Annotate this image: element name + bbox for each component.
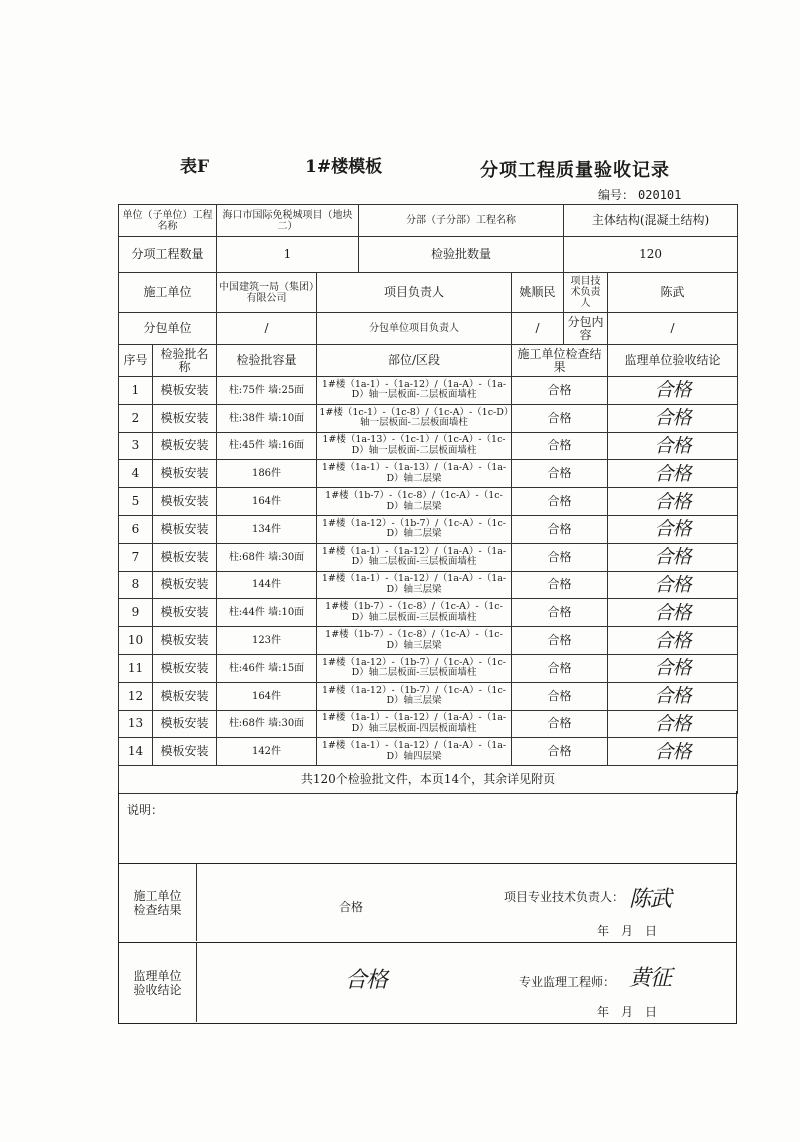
batch-part: 1#楼（1a-1）-（1a-12）/（1a-A）-（1a-D）轴二层板面-三层板面墙柱 xyxy=(317,543,512,571)
row-number: 1 xyxy=(119,377,153,405)
supervisor-verdict: 合格 xyxy=(608,599,738,627)
table-number: 表F xyxy=(180,157,210,177)
batch-part: 1#楼（1a-12）-（1b-7）/（1c-A）-（1c-D）轴三层梁 xyxy=(317,682,512,710)
col-header-verdict: 监理单位验收结论 xyxy=(608,345,738,377)
batch-name: 模板安装 xyxy=(153,571,217,599)
supervisor-verdict: 合格 xyxy=(608,460,738,488)
batch-name: 模板安装 xyxy=(153,710,217,738)
row-number: 4 xyxy=(119,460,153,488)
batch-capacity: 柱:44件 墙:10面 xyxy=(217,599,317,627)
batch-name: 模板安装 xyxy=(153,627,217,655)
row-number: 2 xyxy=(119,404,153,432)
column-header-row xyxy=(119,345,738,377)
batch-capacity: 186件 xyxy=(217,460,317,488)
contractor-result: 合格 xyxy=(512,682,608,710)
contractor-result: 合格 xyxy=(512,654,608,682)
table-row xyxy=(119,682,738,710)
row-number: 14 xyxy=(119,738,153,766)
supervisor-verdict: 合格 xyxy=(608,627,738,655)
division-value: 主体结构(混凝土结构) xyxy=(564,205,738,237)
division-label: 分部（子分部）工程名称 xyxy=(359,205,564,237)
col-header-capacity: 检验批容量 xyxy=(217,345,317,377)
contractor-result: 合格 xyxy=(512,377,608,405)
col-header-no: 序号 xyxy=(119,345,153,377)
batch-count-value: 120 xyxy=(564,237,738,273)
batch-part: 1#楼（1b-7）-（1c-8）/（1c-A）-（1c-D）轴三层梁 xyxy=(317,627,512,655)
page-title: 分项工程质量验收记录 xyxy=(480,160,670,181)
table-row xyxy=(119,738,738,766)
unit-value: 海口市国际免税城项目（地块二） xyxy=(217,205,359,237)
batch-name: 模板安装 xyxy=(153,738,217,766)
row-number: 12 xyxy=(119,682,153,710)
contractor-date: 年 月 日 xyxy=(597,924,658,938)
note-section xyxy=(118,791,737,863)
supervisor-check-section xyxy=(118,942,737,1024)
batch-capacity: 柱:68件 墙:30面 xyxy=(217,543,317,571)
note-label: 说明： xyxy=(127,803,164,817)
row-number: 11 xyxy=(119,654,153,682)
contractor-label: 施工单位 xyxy=(119,273,217,313)
batch-name: 模板安装 xyxy=(153,543,217,571)
batch-name: 模板安装 xyxy=(153,515,217,543)
contractor-signer-label: 项目专业技术负责人： xyxy=(504,890,625,904)
contractor-result: 合格 xyxy=(512,627,608,655)
supervisor-verdict: 合格 xyxy=(608,571,738,599)
tech-label: 项目技术负责人 xyxy=(564,273,608,313)
sub-pm-label: 分包单位项目负责人 xyxy=(317,313,512,345)
unit-label: 单位（子单位）工程名称 xyxy=(119,205,217,237)
batch-capacity: 134件 xyxy=(217,515,317,543)
col-header-name: 检验批名称 xyxy=(153,345,217,377)
batch-capacity: 142件 xyxy=(217,738,317,766)
batch-count-label: 检验批数量 xyxy=(359,237,564,273)
batch-capacity: 123件 xyxy=(217,627,317,655)
batch-part: 1#楼（1b-7）-（1c-8）/（1c-A）-（1c-D）轴二层板面-三层板面墙柱 xyxy=(317,599,512,627)
contractor-result: 合格 xyxy=(512,404,608,432)
batch-name: 模板安装 xyxy=(153,377,217,405)
batch-name: 模板安装 xyxy=(153,404,217,432)
inspection-rows xyxy=(119,377,738,766)
contractor-result: 合格 xyxy=(512,599,608,627)
row-number: 8 xyxy=(119,571,153,599)
inspection-table xyxy=(118,204,738,794)
contractor-value: 中国建筑一局（集团）有限公司 xyxy=(217,273,317,313)
batch-part: 1#楼（1a-1）-（1a-12）/（1a-A）-（1a-D）轴三层板面-四层板面墙柱 xyxy=(317,710,512,738)
batch-name: 模板安装 xyxy=(153,599,217,627)
contractor-result: 合格 xyxy=(512,515,608,543)
table-row xyxy=(119,627,738,655)
supervisor-verdict: 合格 xyxy=(608,543,738,571)
batch-capacity: 164件 xyxy=(217,682,317,710)
contractor-result: 合格 xyxy=(512,710,608,738)
sub-content-value: / xyxy=(608,313,738,345)
sub-label: 分包单位 xyxy=(119,313,217,345)
table-row xyxy=(119,404,738,432)
supervisor-verdict: 合格 xyxy=(608,488,738,516)
supervisor-check-result: 合格 xyxy=(345,968,388,993)
contractor-signature: 陈武 xyxy=(629,887,672,912)
table-row xyxy=(119,488,738,516)
batch-part: 1#楼（1a-1）-（1a-13）/（1a-A）-（1a-D）轴二层梁 xyxy=(317,460,512,488)
contractor-result: 合格 xyxy=(512,488,608,516)
table-row xyxy=(119,515,738,543)
contractor-check-label: 施工单位检查结果 xyxy=(119,864,197,941)
batch-part: 1#楼（1a-13）-（1c-1）/（1c-A）-（1c-D）轴一层板面-二层板面墙柱 xyxy=(317,432,512,460)
batch-name: 模板安装 xyxy=(153,488,217,516)
table-row xyxy=(119,571,738,599)
row-number: 9 xyxy=(119,599,153,627)
supervisor-signer-label: 专业监理工程师： xyxy=(519,975,616,989)
supervisor-verdict: 合格 xyxy=(608,654,738,682)
table-row xyxy=(119,543,738,571)
supervisor-signature: 黄征 xyxy=(629,966,672,991)
batch-part: 1#楼（1a-1）-（1a-12）/（1a-A）-（1a-D）轴一层板面-二层板面墙柱 xyxy=(317,377,512,405)
supervisor-verdict: 合格 xyxy=(608,377,738,405)
supervisor-check-label: 监理单位验收结论 xyxy=(119,943,197,1022)
summary-line: 共120个检验批文件，本页14个，其余详见附页 xyxy=(119,766,738,794)
row-number: 6 xyxy=(119,515,153,543)
table-row xyxy=(119,599,738,627)
contractor-result: 合格 xyxy=(512,543,608,571)
sub-content-label: 分包内容 xyxy=(564,313,608,345)
batch-capacity: 柱:75件 墙:25面 xyxy=(217,377,317,405)
batch-part: 1#楼（1a-1）-（1a-12）/（1a-A）-（1a-D）轴三层梁 xyxy=(317,571,512,599)
batch-name: 模板安装 xyxy=(153,460,217,488)
sub-pm-value: / xyxy=(512,313,564,345)
batch-name: 模板安装 xyxy=(153,654,217,682)
table-row xyxy=(119,377,738,405)
pm-label: 项目负责人 xyxy=(317,273,512,313)
batch-part: 1#楼（1b-7）-（1c-8）/（1c-A）-（1c-D）轴二层梁 xyxy=(317,488,512,516)
batch-capacity: 164件 xyxy=(217,488,317,516)
batch-part: 1#楼（1a-1）-（1a-12）/（1a-A）-（1a-D）轴四层梁 xyxy=(317,738,512,766)
supervisor-date: 年 月 日 xyxy=(597,1005,658,1019)
batch-part: 1#楼（1a-12）-（1b-7）/（1c-A）-（1c-D）轴二层板面-三层板面墙柱 xyxy=(317,654,512,682)
batch-capacity: 柱:45件 墙:16面 xyxy=(217,432,317,460)
col-header-check: 施工单位检查结果 xyxy=(512,345,608,377)
item-count-label: 分项工程数量 xyxy=(119,237,217,273)
contractor-check-result: 合格 xyxy=(339,900,364,914)
document-subject: 1#楼模板 xyxy=(305,157,383,177)
batch-name: 模板安装 xyxy=(153,432,217,460)
batch-part: 1#楼（1c-1）-（1c-8）/（1c-A）-（1c-D）轴一层板面-二层板面墙柱 xyxy=(317,404,512,432)
serial-number xyxy=(598,186,681,203)
supervisor-verdict: 合格 xyxy=(608,710,738,738)
supervisor-verdict: 合格 xyxy=(608,404,738,432)
col-header-part: 部位/区段 xyxy=(317,345,512,377)
item-count-value: 1 xyxy=(217,237,359,273)
row-number: 5 xyxy=(119,488,153,516)
row-number: 10 xyxy=(119,627,153,655)
serial-label: 编号： xyxy=(598,188,635,202)
table-row xyxy=(119,460,738,488)
table-row xyxy=(119,432,738,460)
batch-capacity: 144件 xyxy=(217,571,317,599)
table-row xyxy=(119,710,738,738)
batch-capacity: 柱:38件 墙:10面 xyxy=(217,404,317,432)
supervisor-verdict: 合格 xyxy=(608,738,738,766)
tech-value: 陈武 xyxy=(608,273,738,313)
batch-capacity: 柱:46件 墙:15面 xyxy=(217,654,317,682)
supervisor-verdict: 合格 xyxy=(608,682,738,710)
row-number: 13 xyxy=(119,710,153,738)
sub-value: / xyxy=(217,313,317,345)
table-row xyxy=(119,654,738,682)
batch-name: 模板安装 xyxy=(153,682,217,710)
serial-value: 020101 xyxy=(638,188,682,202)
row-number: 3 xyxy=(119,432,153,460)
contractor-result: 合格 xyxy=(512,571,608,599)
pm-value: 姚顺民 xyxy=(512,273,564,313)
batch-part: 1#楼（1a-12）-（1b-7）/（1c-A）-（1c-D）轴二层梁 xyxy=(317,515,512,543)
contractor-check-section xyxy=(118,863,737,943)
row-number: 7 xyxy=(119,543,153,571)
supervisor-verdict: 合格 xyxy=(608,432,738,460)
batch-capacity: 柱:68件 墙:30面 xyxy=(217,710,317,738)
contractor-result: 合格 xyxy=(512,432,608,460)
contractor-result: 合格 xyxy=(512,738,608,766)
supervisor-verdict: 合格 xyxy=(608,515,738,543)
contractor-result: 合格 xyxy=(512,460,608,488)
